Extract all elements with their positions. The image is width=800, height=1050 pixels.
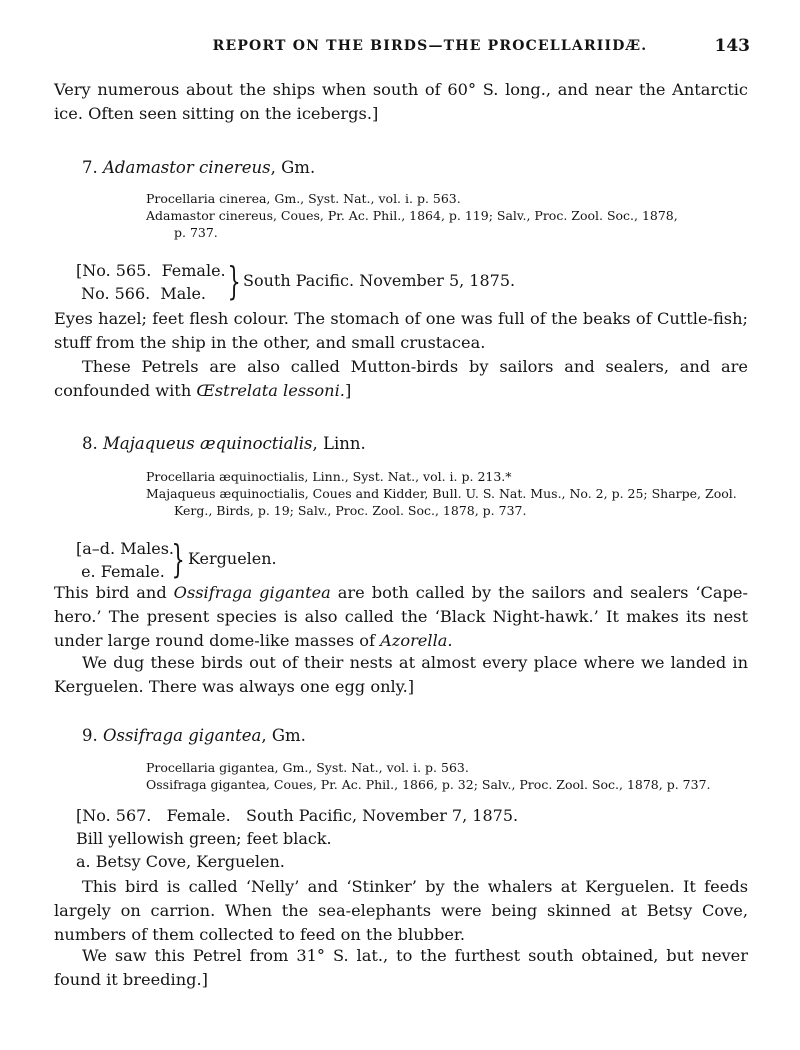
page-number: 143	[714, 36, 750, 56]
species-heading-8	[82, 434, 366, 453]
synonym-line: Adamastor cinereus, Coues, Pr. Ac. Phil., 1864, p. 119; Salv., Proc. Zool. Soc., 1878,	[146, 208, 678, 223]
specimen-list-8	[76, 537, 174, 583]
brace: }	[227, 259, 241, 303]
species-author: , Gm.	[261, 726, 306, 745]
synonymy-8	[146, 468, 750, 519]
synonym-line: Ossifraga gigantea, Coues, Pr. Ac. Phil., 1866, p. 32; Salv., Proc. Zool. Soc., 1878, p. 737.	[146, 777, 711, 792]
species-number: 8.	[82, 434, 98, 453]
note-paragraph: This bird is called ‘Nelly’ and ‘Stinker’ by the whalers at Kerguelen. It feeds largely on carrion. When the sea-elephants were being skinned at Betsy Cove, numbers of them collected to feed on the blubber.	[54, 877, 748, 944]
description-line: Bill yellowish green; feet black.	[76, 829, 332, 848]
species-author: , Gm.	[270, 158, 316, 177]
intro-paragraph: Very numerous about the ships when south of 60° S. long., and near the Antarctic ice. Often seen sitting on the icebergs.]	[54, 80, 748, 123]
species-number: 9.	[82, 726, 98, 745]
synonym-line: Procellaria cinerea, Gm., Syst. Nat., vol. i. p. 563.	[146, 191, 461, 206]
species-author: , Linn.	[312, 434, 366, 453]
synonymy-9	[146, 759, 750, 793]
specimen-list-7	[76, 259, 226, 305]
synonym-line: Kerg., Birds, p. 19; Salv., Proc. Zool. Soc., 1878, p. 737.	[174, 503, 527, 518]
species-heading-7	[82, 158, 315, 177]
synonym-line: Procellaria gigantea, Gm., Syst. Nat., vol. i. p. 563.	[146, 760, 469, 775]
note-paragraph: These Petrels are also called Mutton-birds by sailors and sealers, and are confounded with Œstrelata lessoni.]	[54, 357, 748, 400]
specimen-row: [a–d. Males.	[76, 539, 174, 558]
note-paragraph: This bird and Ossifraga gigantea are both called by the sailors and sealers ‘Cape-hero.’ The present species is also called the ‘Black Night-hawk.’ It makes its nest under large round dome-like masses of Azorella.	[54, 583, 748, 650]
specimen-row: e. Female.	[76, 562, 165, 581]
note-paragraph: We dug these birds out of their nests at almost every place where we landed in Kerguelen. There was always one egg only.]	[54, 653, 748, 696]
specimen-row: No. 566. Male.	[76, 284, 206, 303]
specimen-locality: Kerguelen.	[188, 549, 277, 568]
specimen-locality: South Pacific. November 5, 1875.	[243, 271, 516, 290]
species-name: Ossifraga gigantea	[103, 726, 262, 745]
brace: }	[171, 537, 185, 581]
specimen-list-9	[76, 804, 518, 873]
species-number: 7.	[82, 158, 98, 177]
species-name: Adamastor cinereus	[103, 158, 271, 177]
specimen-row: [No. 567. Female. South Pacific, November 7, 1875.	[76, 806, 519, 825]
synonym-line: Majaqueus æquinoctialis, Coues and Kidder, Bull. U. S. Nat. Mus., No. 2, p. 25; Sharpe, Zool.	[146, 486, 737, 501]
synonym-line: p. 737.	[174, 225, 218, 240]
specimen-row: [No. 565. Female.	[76, 261, 226, 280]
synonymy-7	[146, 190, 750, 241]
species-name: Majaqueus æquinoctialis	[103, 434, 313, 453]
description-line: a. Betsy Cove, Kerguelen.	[76, 852, 285, 871]
note-paragraph: We saw this Petrel from 31° S. lat., to the furthest south obtained, but never found it breeding.]	[54, 946, 748, 989]
synonym-line: Procellaria æquinoctialis, Linn., Syst. Nat., vol. i. p. 213.*	[146, 469, 512, 484]
species-heading-9	[82, 726, 306, 745]
running-header: REPORT ON THE BIRDS—THE PROCELLARIIDÆ.	[212, 38, 648, 54]
note-paragraph: Eyes hazel; feet flesh colour. The stomach of one was full of the beaks of Cuttle-fish; stuff from the ship in the other, and small crustacea.	[54, 309, 748, 352]
